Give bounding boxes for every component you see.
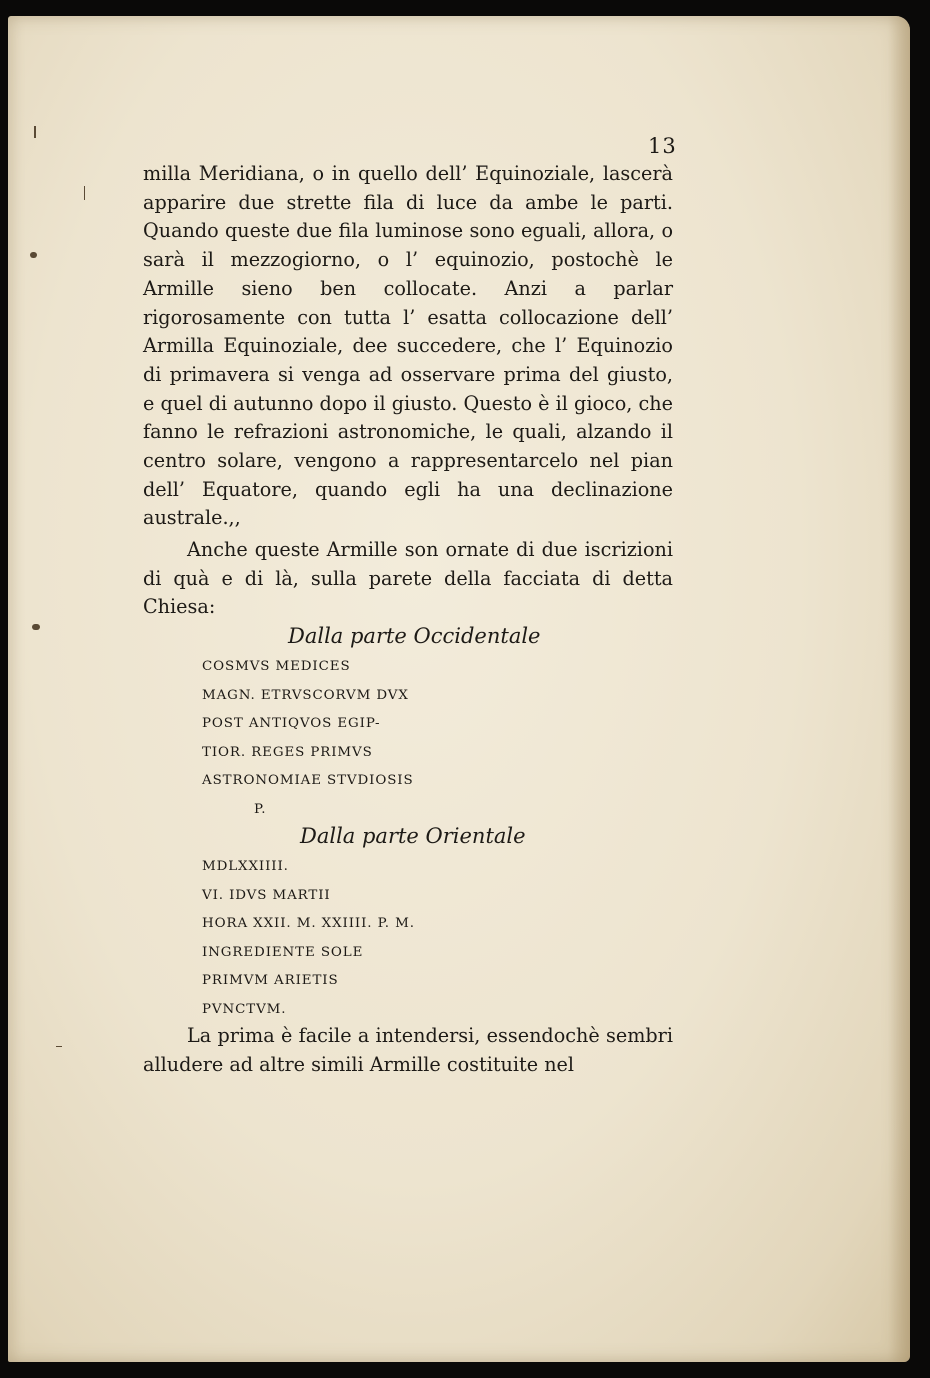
- inscription-west: [202, 653, 414, 825]
- page-number: 13: [648, 134, 677, 158]
- paragraph-2: [143, 536, 673, 622]
- inscription-line: HORA XXII. M. XXIIII. P. M.: [202, 916, 415, 932]
- paragraph-1: [143, 160, 673, 533]
- inscription-east: [202, 853, 415, 1025]
- inscription-line: TIOR. REGES PRIMVS: [202, 744, 373, 760]
- paragraph-2-text: Anche queste Armille son ornate di due iscrizioni di quà e di là, sulla parete della facciata di detta Chiesa:: [143, 538, 673, 619]
- inscription-line: INGREDIENTE SOLE: [202, 944, 364, 960]
- inscription-line: MDLXXIIII.: [202, 859, 289, 874]
- inscription-heading-west: Dalla parte Occidentale: [288, 624, 541, 648]
- inscription-line: POST ANTIQVOS EGIP-: [202, 716, 381, 732]
- paragraph-3-text: La prima è facile a intendersi, essendochè sembri alludere ad altre simili Armille costituite nel: [143, 1024, 673, 1076]
- inscription-line: P.: [254, 801, 267, 817]
- margin-mark: [32, 624, 40, 630]
- inscription-line: COSMVS MEDICES: [202, 659, 351, 674]
- margin-mark: [34, 126, 36, 138]
- margin-mark: [30, 252, 37, 258]
- paragraph-1-text: milla Meridiana, o in quello dell’ Equinoziale, lascerà apparire due strette fila di luce da ambe le parti. Quando queste due fila luminose sono eguali, allora, o sarà il mezzogiorno, o l’ equinozio, postochè le Armille sieno ben collocate. Anzi a parlar rigorosamente con tutta l’ esatta collocazione dell’ Armilla Equinoziale, dee succedere, che l’ Equinozio di primavera si venga ad osservare prima del giusto, e quel di autunno dopo il giusto. Questo è il gioco, che fanno le refrazioni astronomiche, le quali, alzando il centro solare, vengono a rappresentarcelo nel pian dell’ Equatore, quando egli ha una declinazione australe.,,: [143, 162, 673, 530]
- inscription-line: PRIMVM ARIETIS: [202, 973, 339, 989]
- paragraph-3: [143, 1022, 673, 1079]
- inscription-heading-east: Dalla parte Orientale: [300, 824, 526, 848]
- margin-mark: [56, 1046, 62, 1047]
- inscription-line: VI. IDVS MARTII: [202, 887, 331, 903]
- inscription-line: ASTRONOMIAE STVDIOSIS: [202, 773, 414, 789]
- inscription-line: PVNCTVM.: [202, 1001, 287, 1017]
- inscription-line: MAGN. ETRVSCORVM DVX: [202, 687, 409, 703]
- margin-mark: [84, 186, 85, 200]
